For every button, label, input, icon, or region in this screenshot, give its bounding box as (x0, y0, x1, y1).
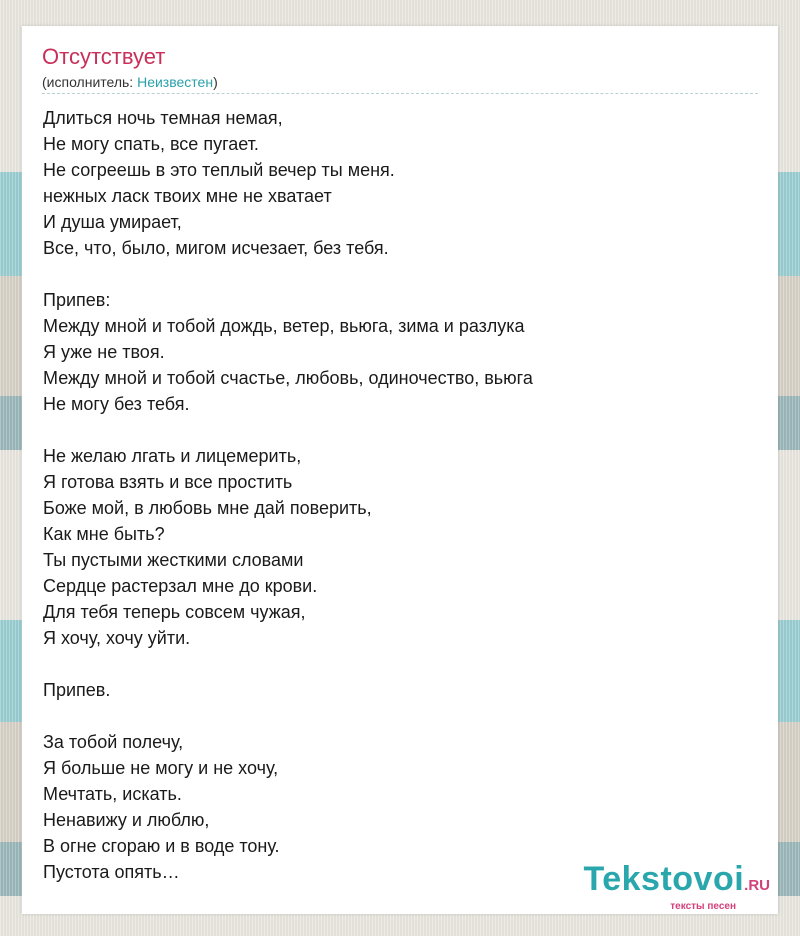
artist-label: (исполнитель: (42, 74, 138, 90)
lyrics-line: И душа умирает, (43, 212, 182, 232)
artist-link[interactable]: Неизвестен (137, 74, 214, 90)
lyrics-line (43, 261, 753, 287)
lyrics-line: Все, что, было, мигом исчезает, без тебя. (43, 238, 389, 258)
lyrics-line (43, 651, 753, 677)
lyrics-line: Ненавижу и люблю, (43, 810, 210, 830)
lyrics-card (22, 26, 778, 914)
site-logo[interactable] (583, 862, 770, 912)
lyrics-line: Я уже не твоя. (43, 342, 165, 362)
lyrics-line (43, 417, 753, 443)
lyrics-line: Для тебя теперь совсем чужая, (43, 602, 306, 622)
lyrics-line: Длиться ночь темная немая, (43, 108, 283, 128)
lyrics-line: Между мной и тобой дождь, ветер, вьюга, зима и разлука (43, 316, 525, 336)
lyrics-line (43, 703, 753, 729)
artist-close: ) (213, 74, 218, 90)
lyrics-line: Боже мой, в любовь мне дай поверить, (43, 498, 372, 518)
logo-tagline: тексты песен (670, 901, 736, 912)
lyrics-line: Не могу спать, все пугает. (43, 134, 259, 154)
lyrics-line: Ты пустыми жесткими словами (43, 550, 304, 570)
song-title: Отсутствует (42, 44, 166, 69)
lyrics-line: В огне сгораю и в воде тону. (43, 836, 280, 856)
lyrics-text (43, 105, 753, 885)
lyrics-line: Припев: (43, 290, 111, 310)
lyrics-line: Сердце растерзал мне до крови. (43, 576, 318, 596)
lyrics-line: Между мной и тобой счастье, любовь, одиночество, вьюга (43, 368, 533, 388)
logo-domain: .RU (744, 877, 770, 894)
lyrics-line: Я больше не могу и не хочу, (43, 758, 279, 778)
lyrics-line: Припев. (43, 680, 111, 700)
lyrics-line: Мечтать, искать. (43, 784, 182, 804)
lyrics-line: Я готова взять и все простить (43, 472, 293, 492)
lyrics-line: Как мне быть? (43, 524, 165, 544)
logo-name: Tekstovoi (583, 860, 745, 898)
lyrics-line: За тобой полечу, (43, 732, 184, 752)
title-divider (42, 93, 758, 94)
lyrics-line: Не желаю лгать и лицемерить, (43, 446, 302, 466)
lyrics-line: Не согреешь в это теплый вечер ты меня. (43, 160, 395, 180)
lyrics-line: Не могу без тебя. (43, 394, 190, 414)
lyrics-line: нежных ласк твоих мне не хватает (43, 186, 332, 206)
lyrics-line: Пустота опять… (43, 862, 180, 882)
artist-line (42, 73, 218, 91)
logo-wordmark (583, 862, 770, 903)
lyrics-line: Я хочу, хочу уйти. (43, 628, 191, 648)
